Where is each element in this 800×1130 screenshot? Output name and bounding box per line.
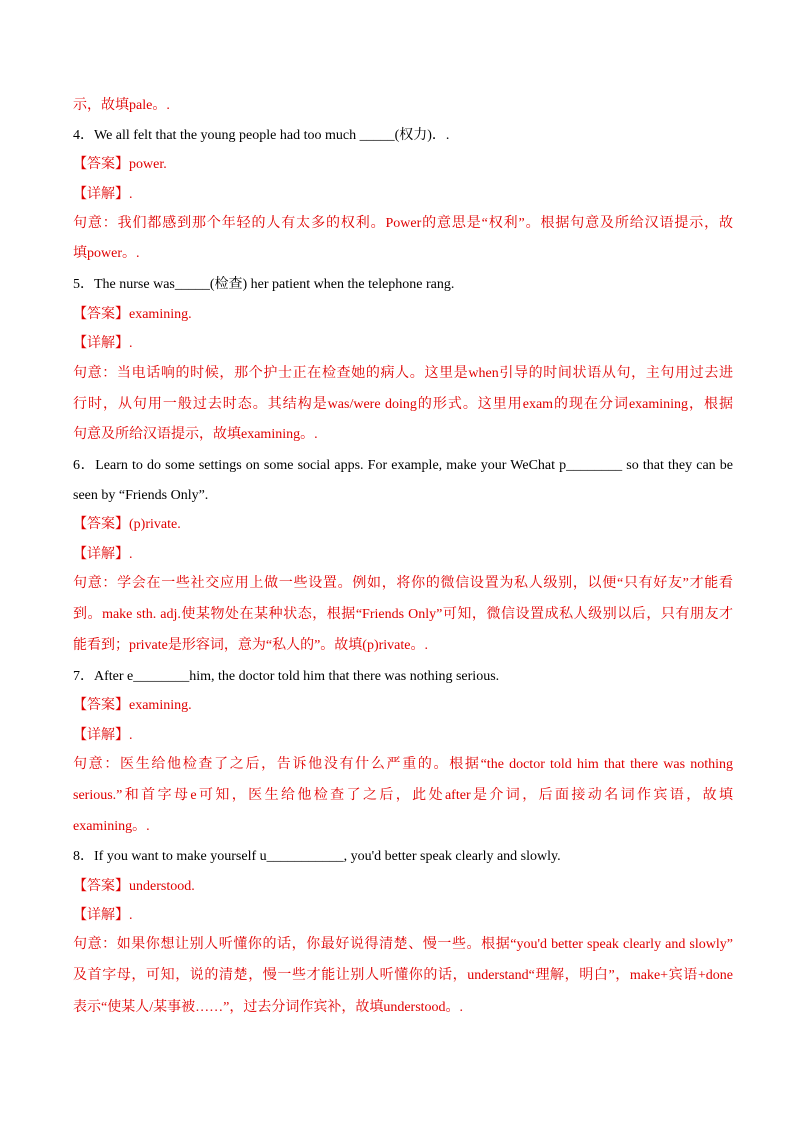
- text-line: 填power。.: [73, 246, 140, 261]
- text-line: 【详解】.: [73, 547, 133, 562]
- text-line: 表示“使某人/某事被……”，过去分词作宾补，故填understood。.: [73, 1000, 464, 1015]
- text-line: 示，故填pale。.: [73, 98, 170, 113]
- text-line: 8．If you want to make yourself u___________, you'd better speak clearly and slowly.: [73, 849, 561, 864]
- text-line: 7．After e________him, the doctor told him that there was nothing serious.: [73, 669, 500, 684]
- text-line: 【答案】examining.: [73, 698, 192, 713]
- text-line: 句意：如果你想让别人听懂你的话，你最好说得清楚、慢一些。根据“you'd better speak clearly and slowly”: [73, 937, 733, 952]
- text-line: 4．We all felt that the young people had too much _____(权力)．.: [73, 128, 450, 143]
- text-line: 【答案】understood.: [73, 879, 195, 894]
- text-line: 及首字母，可知，说的清楚，慢一些才能让别人听懂你的话，understand“理解，明白”，make+宾语+done: [73, 968, 733, 983]
- text-line: 句意：学会在一些社交应用上做一些设置。例如，将你的微信设置为私人级别，以便“只有好友”才能看: [73, 576, 733, 591]
- text-line: 行时，从句用一般过去时态。其结构是was/were doing的形式。这里用exam的现在分词examining，根据: [73, 397, 733, 412]
- text-line: 【详解】.: [73, 908, 133, 923]
- text-line: seen by “Friends Only”.: [73, 488, 209, 503]
- text-line: 句意及所给汉语提示，故填examining。.: [73, 427, 318, 442]
- text-line: 【答案】examining.: [73, 307, 192, 322]
- text-line: 【答案】(p)rivate.: [73, 517, 181, 532]
- text-line: 【详解】.: [73, 728, 133, 743]
- text-line: 能看到；private是形容词，意为“私人的”。故填(p)rivate。.: [73, 638, 428, 653]
- text-line: serious.”和首字母e可知，医生给他检查了之后，此处after是介词，后面接动名词作宾语，故填: [73, 788, 733, 803]
- text-line: 6．Learn to do some settings on some social apps. For example, make your WeChat p________ so that they can be: [73, 458, 733, 473]
- text-line: 【详解】.: [73, 187, 133, 202]
- text-line: 句意：医生给他检查了之后，告诉他没有什么严重的。根据“the doctor told him that there was nothing: [73, 757, 733, 772]
- text-line: 到。make sth. adj.使某物处在某种状态，根据“Friends Only”可知，微信设置成私人级别以后，只有朋友才: [73, 607, 733, 622]
- text-line: 句意：当电话响的时候，那个护士正在检查她的病人。这里是when引导的时间状语从句，主句用过去进: [73, 366, 733, 381]
- text-line: 5．The nurse was_____(检查) her patient when the telephone rang.: [73, 277, 455, 292]
- text-line: 【详解】.: [73, 336, 133, 351]
- text-line: 【答案】power.: [73, 157, 167, 172]
- text-line: examining。.: [73, 819, 150, 834]
- text-line: 句意：我们都感到那个年轻的人有太多的权利。Power的意思是“权利”。根据句意及所给汉语提示，故: [73, 216, 733, 231]
